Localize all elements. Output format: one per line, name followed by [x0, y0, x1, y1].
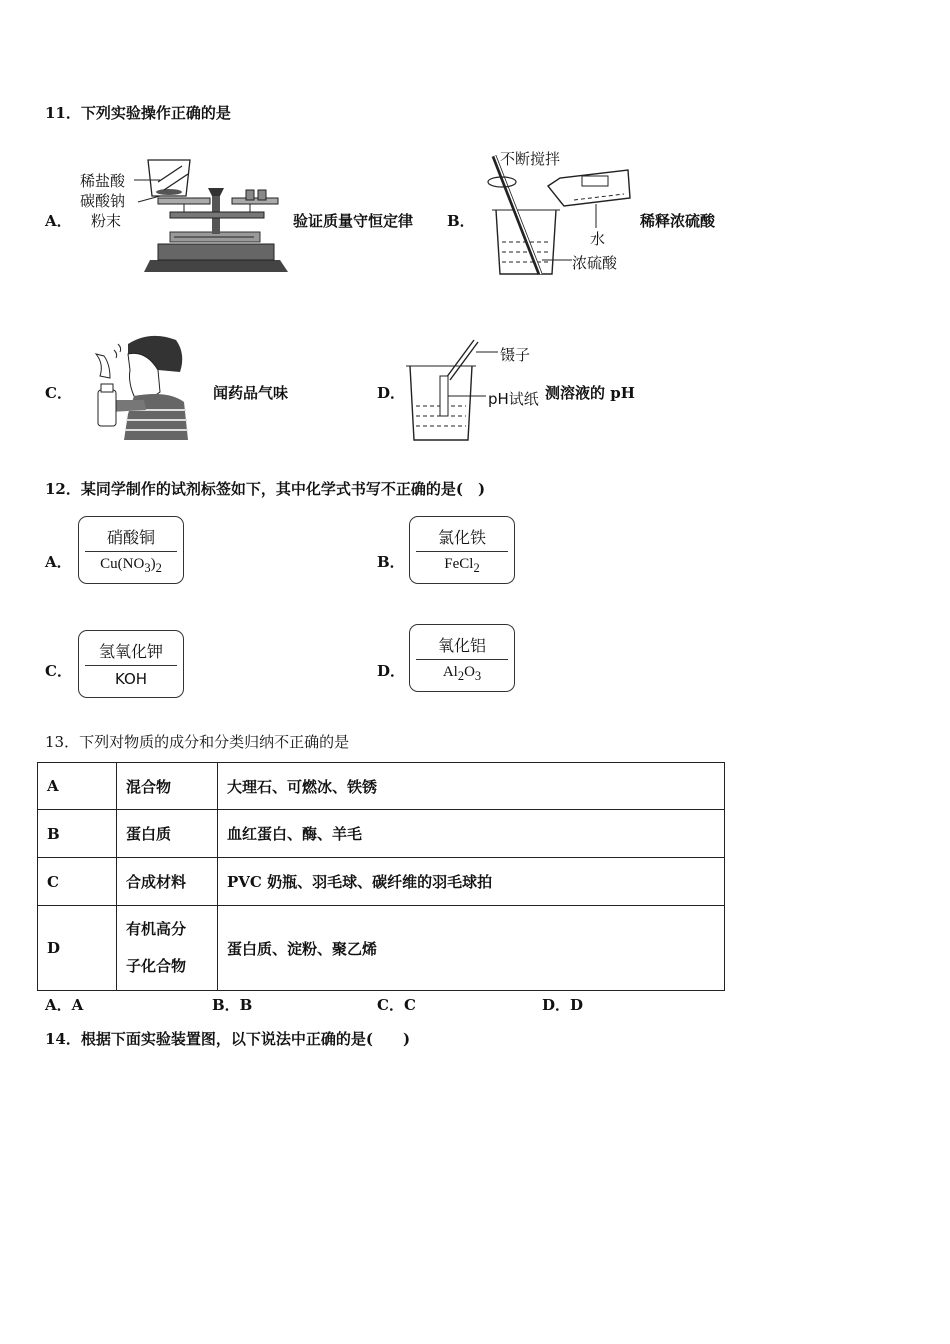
q11-option-b-caption: 稀释浓硫酸 — [640, 212, 716, 230]
row-category: 合成材料 — [117, 858, 218, 906]
q11-option-d-letter: D． — [377, 384, 406, 402]
q11-option-a-letter: A． — [45, 212, 72, 230]
row-key: A — [38, 763, 117, 810]
row-items: 大理石、可燃冰、铁锈 — [218, 763, 725, 810]
reagent-name-d: 氧化铝 — [437, 636, 486, 655]
reagent-formula-d: $Al_2O_3$ — [442, 664, 482, 683]
table-row — [38, 763, 725, 810]
q11-option-d-caption: 测溶液的 pH — [545, 384, 635, 402]
row-key: C — [38, 858, 117, 906]
q13-answer-c: C．C — [377, 996, 416, 1014]
row-key: D — [38, 906, 117, 991]
reagent-label-c — [78, 630, 184, 698]
reagent-label-d — [409, 624, 515, 692]
label-sodium-carbonate: 碳酸钠 — [80, 192, 126, 210]
label-ph-paper: pH试纸 — [488, 390, 539, 408]
dilution-illustration — [478, 148, 638, 280]
q11-option-a-caption: 验证质量守恒定律 — [293, 212, 414, 230]
smelling-illustration — [88, 330, 192, 442]
q13-answer-a: A．A — [45, 996, 84, 1014]
reagent-name-a: 硝酸铜 — [106, 528, 155, 547]
q14-stem: 14．根据下面实验装置图，以下说法中正确的是( ) — [45, 1030, 411, 1048]
q12-option-c-letter: C． — [45, 662, 72, 680]
reagent-name-b: 氯化铁 — [437, 528, 486, 547]
table-row — [38, 810, 725, 858]
q11-option-c-letter: C． — [45, 384, 72, 402]
q13-stem: 13．下列对物质的成分和分类归纳不正确的是 — [45, 733, 350, 751]
reagent-formula-c: KOH — [114, 670, 148, 688]
q11-option-c-caption: 闻药品气味 — [213, 384, 289, 402]
reagent-formula-a: $Cu(NO_3)_2$ — [100, 556, 162, 575]
q13-table — [37, 762, 725, 991]
reagent-name-c: 氢氧化钾 — [98, 642, 163, 661]
q13-answer-d: D．D — [542, 996, 584, 1014]
table-row — [38, 858, 725, 906]
row-category: 蛋白质 — [117, 810, 218, 858]
label-tweezers: 镊子 — [500, 346, 531, 364]
label-powder: 粉末 — [91, 212, 122, 230]
row-items: PVC 奶瓶、羽毛球、碳纤维的羽毛球拍 — [218, 858, 725, 906]
label-stir: 不断搅拌 — [500, 150, 561, 168]
row-key: B — [38, 810, 117, 858]
row-category: 混合物 — [117, 763, 218, 810]
balance-illustration — [74, 152, 292, 277]
q12-option-a-letter: A． — [45, 553, 72, 571]
reagent-label-b — [409, 516, 515, 584]
row-category: 有机高分 子化合物 — [117, 906, 218, 991]
ph-test-illustration — [404, 336, 548, 444]
q12-stem: 12．某同学制作的试剂标签如下，其中化学式书写不正确的是( ) — [45, 480, 486, 498]
table-row — [38, 906, 725, 991]
label-conc-sulfuric-acid: 浓硫酸 — [572, 254, 618, 272]
label-hydrochloric-acid: 稀盐酸 — [80, 172, 126, 190]
reagent-label-a — [78, 516, 184, 584]
q11-stem: 11．下列实验操作正确的是 — [45, 104, 231, 122]
q12-option-b-letter: B． — [377, 553, 405, 571]
reagent-formula-b: FeCl$_2$ — [444, 556, 480, 575]
person-smelling-drawing — [88, 330, 192, 442]
row-items: 蛋白质、淀粉、聚乙烯 — [218, 906, 725, 991]
q11-option-b-letter: B． — [447, 212, 475, 230]
q13-answer-b: B．B — [212, 996, 253, 1014]
label-water: 水 — [590, 230, 606, 248]
row-items: 血红蛋白、酶、羊毛 — [218, 810, 725, 858]
q12-option-d-letter: D． — [377, 662, 406, 680]
